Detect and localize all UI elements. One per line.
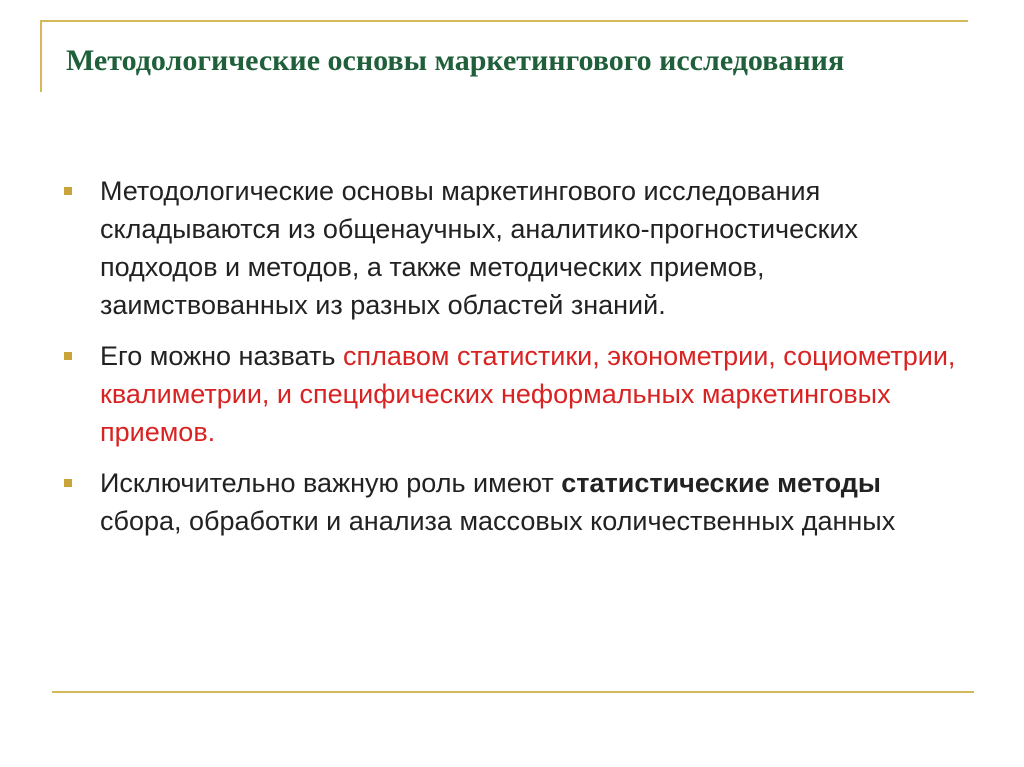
bullet-item-3 xyxy=(60,464,960,540)
top-divider xyxy=(40,20,968,22)
slide-title: Методологические основы маркетингового исследования xyxy=(66,44,845,77)
left-accent-line xyxy=(40,20,42,92)
square-bullet-icon xyxy=(64,187,72,195)
bullet-3-text-after: сбора, обработки и анализа массовых количественных данных xyxy=(100,506,896,536)
bullet-3-bold: статистические методы xyxy=(561,468,881,498)
bullet-item-1 xyxy=(60,172,960,324)
bullet-list xyxy=(60,172,960,553)
bullet-2-highlight: сплавом статистики, эконометрии, социометрии, квалиметрии, и специфических неформальных маркетинговых приемов. xyxy=(100,341,956,447)
bullet-2-text: Его можно назвать xyxy=(100,341,343,371)
bullet-3-text: Исключительно важную роль имеют xyxy=(100,468,562,498)
bullet-1-text: Методологические основы маркетингового исследования складываются из общенаучных, аналитико-прогностических подходов и методов, а также методических приемов, заимствованных из разных областей знаний. xyxy=(100,176,859,320)
square-bullet-icon xyxy=(64,352,72,360)
bullet-item-2 xyxy=(60,337,960,451)
bottom-divider xyxy=(52,691,974,693)
square-bullet-icon xyxy=(64,479,72,487)
